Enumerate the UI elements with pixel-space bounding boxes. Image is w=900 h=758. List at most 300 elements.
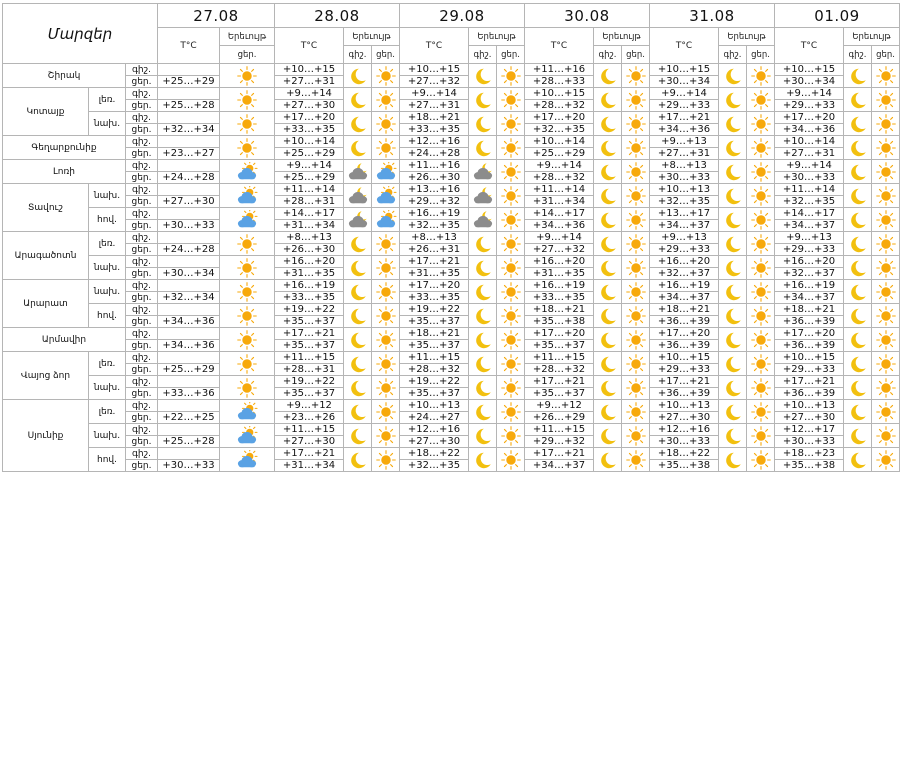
night-phenomenon-cell	[719, 448, 747, 472]
table-row	[3, 232, 900, 244]
night-phenomenon-cell	[719, 136, 747, 160]
temperature-cell: +12…+16	[400, 424, 469, 436]
temperature-cell: +16…+19	[275, 280, 344, 292]
temperature-cell: +34…+37	[650, 292, 719, 304]
sun-icon	[500, 426, 522, 446]
moon-icon	[597, 90, 619, 110]
temperature-cell: +8…+13	[275, 232, 344, 244]
sun-icon	[625, 114, 647, 134]
temperature-cell: +10…+15	[775, 64, 844, 76]
night-phenomenon-cell	[719, 280, 747, 304]
temperature-cell: +9…+14	[775, 88, 844, 100]
day-phenomenon-cell	[872, 280, 900, 304]
region-name: Վայոց ձոր	[3, 352, 89, 400]
sun-icon	[875, 234, 897, 254]
temperature-cell: +18…+22	[650, 448, 719, 460]
temperature-cell: +28…+32	[400, 364, 469, 376]
temperature-cell: +8…+13	[650, 160, 719, 172]
night-phenomenon-cell	[719, 208, 747, 232]
moon-icon	[472, 234, 494, 254]
moon-icon	[597, 138, 619, 158]
table-row	[3, 376, 900, 388]
sun-icon	[375, 306, 397, 326]
sun-icon	[500, 186, 522, 206]
temperature-cell: +9…+14	[275, 160, 344, 172]
temperature-cell: +19…+22	[275, 304, 344, 316]
temperature-cell: +34…+36	[525, 220, 594, 232]
night-phenomenon-cell	[344, 424, 372, 448]
temperature-cell: +12…+17	[775, 424, 844, 436]
day-phenomenon-cell	[747, 376, 775, 400]
sun-icon	[750, 186, 772, 206]
temperature-cell: +35…+37	[400, 316, 469, 328]
temperature-cell	[158, 208, 220, 220]
temperature-cell: +26…+29	[525, 412, 594, 424]
temperature-cell: +24…+28	[158, 172, 220, 184]
moon-icon	[847, 306, 869, 326]
temperature-cell: +19…+22	[400, 376, 469, 388]
temperature-cell: +10…+13	[650, 400, 719, 412]
sun-icon	[750, 258, 772, 278]
temperature-cell	[158, 304, 220, 316]
phenomenon-header: Երեւույթ	[719, 28, 775, 46]
day-phenomenon-cell	[872, 256, 900, 280]
temperature-cell: +23…+27	[158, 148, 220, 160]
sun-icon	[236, 378, 258, 398]
temperature-cell: +35…+38	[650, 460, 719, 472]
temperature-cell: +9…+13	[775, 232, 844, 244]
sun-icon	[625, 66, 647, 86]
day-phenomenon-cell	[622, 64, 650, 88]
temperature-cell: +34…+36	[775, 124, 844, 136]
day-subheader: ցեր.	[872, 46, 900, 64]
temperature-cell: +11…+15	[525, 424, 594, 436]
region-name: Տավուշ	[3, 184, 89, 232]
phenomenon-cell	[220, 376, 275, 400]
day-label: ցեր.	[126, 460, 158, 472]
moon-icon	[472, 426, 494, 446]
temperature-cell: +32…+35	[650, 196, 719, 208]
night-phenomenon-cell	[344, 136, 372, 160]
temperature-cell: +10…+15	[650, 352, 719, 364]
night-phenomenon-cell	[344, 256, 372, 280]
phenomenon-cell	[220, 160, 275, 184]
phenomenon-header: Երեւույթ	[344, 28, 400, 46]
day-phenomenon-cell	[372, 304, 400, 328]
sun-icon	[500, 114, 522, 134]
moon-icon	[597, 186, 619, 206]
subregion-name: լեռ.	[89, 352, 126, 376]
sun-icon	[625, 378, 647, 398]
sun-icon	[750, 426, 772, 446]
night-phenomenon-cell	[344, 184, 372, 208]
moon-icon	[847, 138, 869, 158]
temp-header: T°C	[158, 28, 220, 64]
temperature-cell: +12…+16	[650, 424, 719, 436]
sun-icon	[625, 306, 647, 326]
night-phenomenon-cell	[594, 88, 622, 112]
temperature-cell	[158, 448, 220, 460]
day-phenomenon-cell	[497, 184, 525, 208]
temperature-cell: +34…+37	[775, 220, 844, 232]
sun-icon	[625, 138, 647, 158]
temperature-cell: +32…+35	[775, 196, 844, 208]
temperature-cell: +27…+32	[525, 244, 594, 256]
region-name: Սյունիք	[3, 400, 89, 472]
night-label: գիշ.	[126, 448, 158, 460]
night-label: գիշ.	[126, 280, 158, 292]
moon-icon	[347, 426, 369, 446]
temperature-cell: +36…+39	[650, 316, 719, 328]
day-label: ցեր.	[126, 196, 158, 208]
moon-icon	[597, 426, 619, 446]
temperature-cell: +17…+20	[525, 112, 594, 124]
sun-icon	[875, 426, 897, 446]
day-phenomenon-cell	[622, 448, 650, 472]
sun-icon	[875, 330, 897, 350]
night-phenomenon-cell	[344, 160, 372, 184]
night-phenomenon-cell	[719, 184, 747, 208]
phenomenon-header: Երեւույթ	[220, 28, 275, 46]
night-phenomenon-cell	[719, 328, 747, 352]
sun-icon	[236, 114, 258, 134]
partly-cloudy-icon	[375, 162, 397, 182]
sun-icon	[625, 330, 647, 350]
table-row	[3, 136, 900, 148]
temperature-cell: +33…+35	[400, 292, 469, 304]
table-row	[3, 160, 900, 172]
night-label: գիշ.	[126, 208, 158, 220]
day-phenomenon-cell	[497, 208, 525, 232]
temperature-cell: +31…+35	[400, 268, 469, 280]
temperature-cell: +11…+16	[525, 64, 594, 76]
temperature-cell: +27…+30	[158, 196, 220, 208]
moon-icon	[722, 162, 744, 182]
cloud-night-icon	[472, 162, 494, 182]
sun-icon	[375, 66, 397, 86]
sun-icon	[500, 354, 522, 374]
night-phenomenon-cell	[594, 64, 622, 88]
temperature-cell: +36…+39	[650, 340, 719, 352]
day-phenomenon-cell	[497, 232, 525, 256]
temperature-cell: +28…+31	[275, 364, 344, 376]
night-phenomenon-cell	[344, 328, 372, 352]
subregion-name: հով.	[89, 304, 126, 328]
temperature-cell: +30…+33	[775, 436, 844, 448]
partly-cloudy-icon	[375, 210, 397, 230]
sun-icon	[625, 234, 647, 254]
phenomenon-cell	[220, 352, 275, 376]
date-header: 29.08	[400, 4, 525, 28]
moon-icon	[847, 210, 869, 230]
temperature-cell: +18…+22	[400, 448, 469, 460]
moon-icon	[347, 402, 369, 422]
region-name: Արմավիր	[3, 328, 126, 352]
moon-icon	[722, 186, 744, 206]
moon-icon	[847, 66, 869, 86]
moon-icon	[847, 258, 869, 278]
temperature-cell: +30…+33	[158, 220, 220, 232]
temperature-cell: +26…+30	[400, 172, 469, 184]
night-phenomenon-cell	[594, 400, 622, 424]
day-phenomenon-cell	[747, 256, 775, 280]
day-phenomenon-cell	[747, 160, 775, 184]
night-phenomenon-cell	[344, 448, 372, 472]
temperature-cell: +33…+36	[158, 388, 220, 400]
temperature-cell: +17…+20	[775, 328, 844, 340]
night-phenomenon-cell	[594, 112, 622, 136]
temperature-cell: +24…+27	[400, 412, 469, 424]
day-phenomenon-cell	[497, 88, 525, 112]
moon-icon	[347, 90, 369, 110]
night-phenomenon-cell	[594, 376, 622, 400]
temperature-cell: +35…+37	[525, 388, 594, 400]
partly-cloudy-icon	[236, 402, 258, 422]
temperature-cell: +11…+15	[400, 352, 469, 364]
temperature-cell: +16…+19	[650, 280, 719, 292]
sun-icon	[500, 66, 522, 86]
night-phenomenon-cell	[594, 280, 622, 304]
night-phenomenon-cell	[719, 304, 747, 328]
temperature-cell: +32…+34	[158, 124, 220, 136]
temp-header: T°C	[775, 28, 844, 64]
moon-icon	[472, 402, 494, 422]
sun-icon	[625, 402, 647, 422]
day-phenomenon-cell	[372, 184, 400, 208]
day-subheader: ցեր.	[372, 46, 400, 64]
moon-icon	[847, 330, 869, 350]
sun-icon	[375, 354, 397, 374]
temperature-cell: +25…+28	[158, 100, 220, 112]
night-phenomenon-cell	[719, 88, 747, 112]
temperature-cell	[158, 88, 220, 100]
moon-icon	[347, 234, 369, 254]
sun-icon	[375, 258, 397, 278]
temperature-cell: +29…+33	[775, 244, 844, 256]
night-phenomenon-cell	[344, 208, 372, 232]
night-phenomenon-cell	[844, 160, 872, 184]
temperature-cell: +35…+37	[400, 388, 469, 400]
temperature-cell: +31…+35	[275, 268, 344, 280]
temperature-cell: +19…+22	[400, 304, 469, 316]
temperature-cell: +25…+29	[158, 76, 220, 88]
night-label: գիշ.	[126, 88, 158, 100]
day-phenomenon-cell	[497, 256, 525, 280]
date-header: 28.08	[275, 4, 400, 28]
moon-icon	[597, 330, 619, 350]
moon-icon	[847, 162, 869, 182]
day-label: ցեր.	[126, 172, 158, 184]
table-row	[3, 256, 900, 268]
temperature-cell: +34…+36	[158, 316, 220, 328]
day-phenomenon-cell	[497, 112, 525, 136]
temperature-cell: +10…+15	[275, 64, 344, 76]
moon-icon	[597, 282, 619, 302]
temperature-cell: +32…+37	[775, 268, 844, 280]
partly-cloudy-icon	[236, 426, 258, 446]
temperature-cell: +36…+39	[775, 316, 844, 328]
temperature-cell: +35…+37	[275, 340, 344, 352]
moon-icon	[347, 66, 369, 86]
temperature-cell	[158, 160, 220, 172]
temperature-cell: +17…+21	[275, 448, 344, 460]
moon-icon	[472, 114, 494, 134]
night-label: գիշ.	[126, 328, 158, 340]
sun-icon	[375, 114, 397, 134]
night-phenomenon-cell	[719, 160, 747, 184]
sun-icon	[750, 234, 772, 254]
night-phenomenon-cell	[469, 448, 497, 472]
temperature-cell: +25…+29	[158, 364, 220, 376]
temp-header: T°C	[525, 28, 594, 64]
day-phenomenon-cell	[872, 328, 900, 352]
moon-icon	[597, 234, 619, 254]
day-phenomenon-cell	[497, 448, 525, 472]
day-phenomenon-cell	[622, 304, 650, 328]
temperature-cell: +10…+14	[275, 136, 344, 148]
temperature-cell: +17…+21	[775, 376, 844, 388]
moon-icon	[347, 354, 369, 374]
night-phenomenon-cell	[469, 88, 497, 112]
date-header: 01.09	[775, 4, 900, 28]
day-phenomenon-cell	[372, 424, 400, 448]
night-phenomenon-cell	[844, 352, 872, 376]
moon-icon	[472, 258, 494, 278]
day-phenomenon-cell	[622, 328, 650, 352]
sun-icon	[875, 354, 897, 374]
moon-icon	[347, 138, 369, 158]
temperature-cell: +33…+35	[275, 292, 344, 304]
day-phenomenon-cell	[622, 112, 650, 136]
temperature-cell: +34…+37	[525, 460, 594, 472]
temperature-cell: +28…+32	[525, 100, 594, 112]
day-phenomenon-cell	[872, 160, 900, 184]
day-label: ցեր.	[126, 148, 158, 160]
night-subheader: գիշ.	[719, 46, 747, 64]
temperature-cell: +19…+22	[275, 376, 344, 388]
sun-icon	[875, 282, 897, 302]
moon-icon	[847, 90, 869, 110]
night-phenomenon-cell	[719, 352, 747, 376]
table-row	[3, 112, 900, 124]
temperature-cell: +13…+17	[650, 208, 719, 220]
day-phenomenon-cell	[872, 304, 900, 328]
sun-icon	[236, 258, 258, 278]
temperature-cell	[158, 424, 220, 436]
temperature-cell: +34…+37	[650, 220, 719, 232]
region-name: Լոռի	[3, 160, 126, 184]
sun-icon	[750, 162, 772, 182]
temperature-cell: +14…+17	[525, 208, 594, 220]
temperature-cell: +17…+20	[525, 328, 594, 340]
night-phenomenon-cell	[344, 304, 372, 328]
day-phenomenon-cell	[747, 448, 775, 472]
temperature-cell: +16…+20	[525, 256, 594, 268]
night-label: գիշ.	[126, 352, 158, 364]
day-phenomenon-cell	[872, 376, 900, 400]
day-phenomenon-cell	[872, 232, 900, 256]
night-phenomenon-cell	[844, 424, 872, 448]
table-row	[3, 208, 900, 220]
temperature-cell: +10…+15	[775, 352, 844, 364]
sun-icon	[750, 450, 772, 470]
subregion-name: լեռ.	[89, 400, 126, 424]
temperature-cell: +11…+16	[400, 160, 469, 172]
temperature-cell: +9…+12	[525, 400, 594, 412]
sun-icon	[375, 426, 397, 446]
temperature-cell: +28…+31	[275, 196, 344, 208]
cloud-night-icon	[347, 162, 369, 182]
temperature-cell: +27…+31	[775, 148, 844, 160]
temperature-cell: +33…+35	[275, 124, 344, 136]
day-phenomenon-cell	[372, 232, 400, 256]
night-phenomenon-cell	[719, 376, 747, 400]
region-name: Արարատ	[3, 280, 89, 328]
sun-icon	[875, 306, 897, 326]
day-phenomenon-cell	[747, 208, 775, 232]
night-phenomenon-cell	[594, 232, 622, 256]
phenomenon-cell	[220, 304, 275, 328]
phenomenon-cell	[220, 400, 275, 424]
night-phenomenon-cell	[594, 208, 622, 232]
temperature-cell: +17…+21	[650, 112, 719, 124]
cloud-night-icon	[347, 186, 369, 206]
moon-icon	[722, 90, 744, 110]
subregion-name: նախ.	[89, 376, 126, 400]
subregion-name: նախ.	[89, 280, 126, 304]
temperature-cell: +32…+35	[400, 460, 469, 472]
moon-icon	[597, 354, 619, 374]
sun-icon	[375, 450, 397, 470]
day-label: ցեր.	[126, 316, 158, 328]
day-phenomenon-cell	[497, 328, 525, 352]
moon-icon	[347, 450, 369, 470]
day-phenomenon-cell	[747, 64, 775, 88]
temperature-cell: +9…+13	[650, 232, 719, 244]
phenomenon-cell	[220, 256, 275, 280]
day-phenomenon-cell	[372, 376, 400, 400]
table-row	[3, 424, 900, 436]
temperature-cell: +36…+39	[650, 388, 719, 400]
day-phenomenon-cell	[622, 280, 650, 304]
sun-icon	[625, 210, 647, 230]
moon-icon	[597, 114, 619, 134]
sun-icon	[625, 426, 647, 446]
day-phenomenon-cell	[872, 352, 900, 376]
temperature-cell: +14…+17	[275, 208, 344, 220]
table-row	[3, 184, 900, 196]
temperature-cell: +31…+34	[525, 196, 594, 208]
sun-icon	[236, 66, 258, 86]
subregion-name: լեռ.	[89, 88, 126, 112]
moon-icon	[847, 450, 869, 470]
sun-icon	[375, 330, 397, 350]
temperature-cell: +16…+20	[650, 256, 719, 268]
night-phenomenon-cell	[594, 136, 622, 160]
moon-icon	[472, 450, 494, 470]
day-phenomenon-cell	[747, 400, 775, 424]
sun-icon	[236, 306, 258, 326]
day-label: ցեր.	[126, 100, 158, 112]
regions-header: Մարզեր	[3, 4, 158, 64]
day-phenomenon-cell	[872, 448, 900, 472]
sun-icon	[375, 90, 397, 110]
phenomenon-cell	[220, 184, 275, 208]
cloud-night-icon	[472, 186, 494, 206]
night-phenomenon-cell	[594, 184, 622, 208]
day-phenomenon-cell	[747, 280, 775, 304]
sun-icon	[625, 162, 647, 182]
